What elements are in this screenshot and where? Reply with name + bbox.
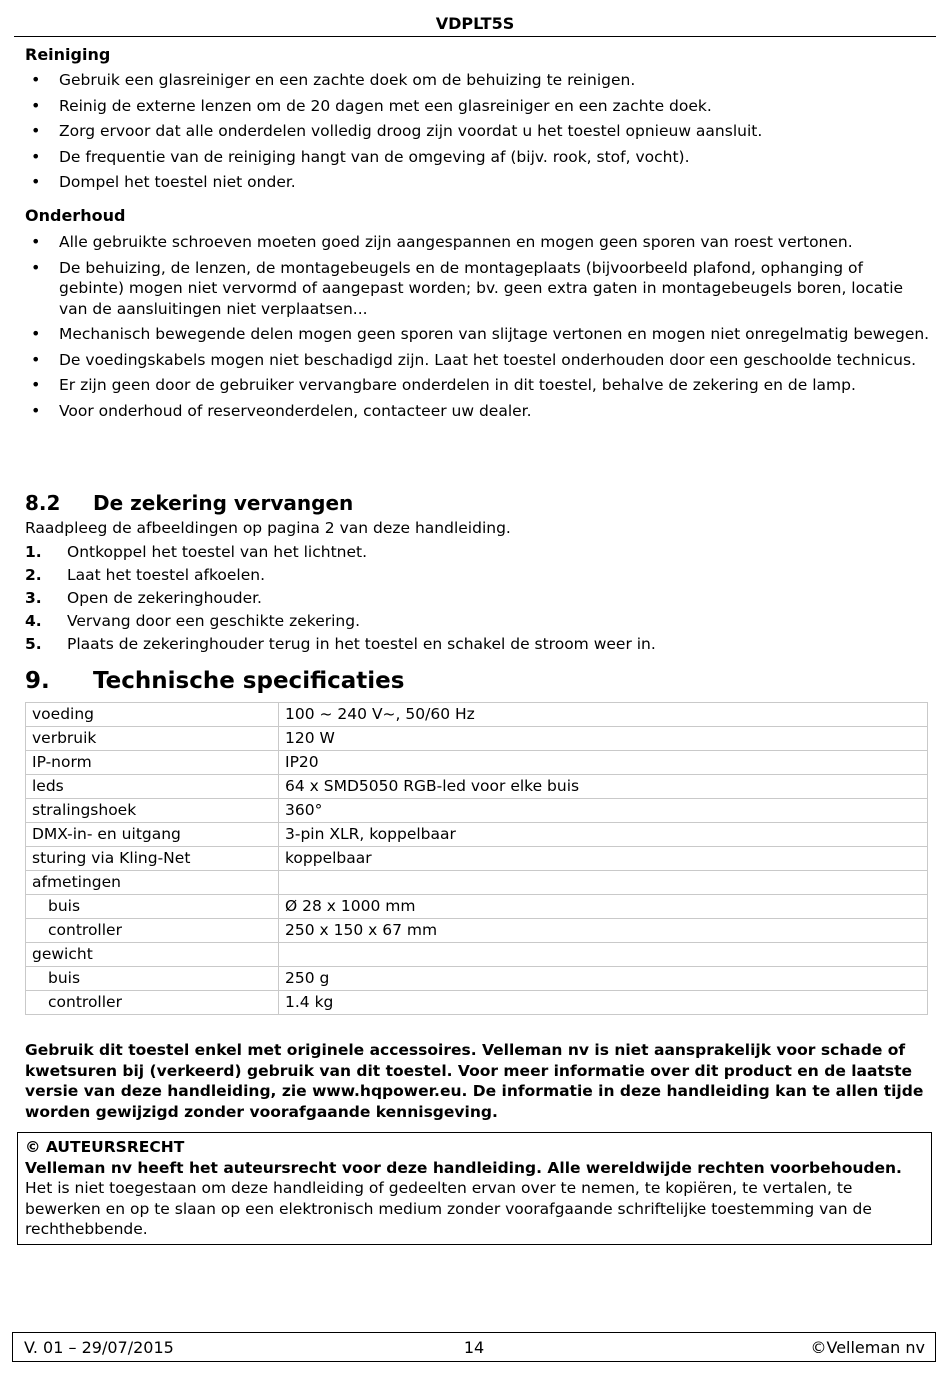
table-row <box>26 751 928 775</box>
step-text: Vervang door een geschikte zekering. <box>67 612 361 630</box>
spec-value: 250 x 150 x 67 mm <box>279 919 928 943</box>
table-row <box>26 967 928 991</box>
list-item: • Voor onderhoud of reserveonderdelen, contacteer uw dealer. <box>25 401 930 422</box>
table-row <box>26 799 928 823</box>
list-item <box>25 587 930 610</box>
copyright-bold-text: Velleman nv heeft het auteursrecht voor deze handleiding. Alle wereldwijde rechten voorbehouden. <box>25 1158 902 1177</box>
spec-value: 64 x SMD5050 RGB-led voor elke buis <box>279 775 928 799</box>
step-number: 3. <box>25 589 42 607</box>
section-title: Technische specificaties <box>93 668 405 694</box>
step-number: 5. <box>25 635 42 653</box>
spec-value: 3-pin XLR, koppelbaar <box>279 823 928 847</box>
cleaning-heading: Reiniging <box>25 45 111 64</box>
table-row <box>26 727 928 751</box>
list-item: • Er zijn geen door de gebruiker vervangbare onderdelen in dit toestel, behalve de zekering en de lamp. <box>25 375 930 396</box>
list-item: • De voedingskabels mogen niet beschadigd zijn. Laat het toestel onderhouden door een geschoolde technicus. <box>25 350 930 371</box>
maintenance-heading: Onderhoud <box>25 206 126 225</box>
copyright-body <box>25 1158 924 1240</box>
footer-version: V. 01 – 29/07/2015 <box>24 1338 174 1357</box>
list-item <box>25 633 930 656</box>
header-divider <box>14 36 936 37</box>
table-row <box>26 871 928 895</box>
steps-list <box>25 541 930 656</box>
spec-key: controller <box>26 919 279 943</box>
list-item <box>25 564 930 587</box>
copyright-title: © AUTEURSRECHT <box>25 1138 185 1156</box>
list-item: • Zorg ervoor dat alle onderdelen volledig droog zijn voordat u het toestel opnieuw aansluit. <box>25 121 930 142</box>
section-intro: Raadpleeg de afbeeldingen op pagina 2 van deze handleiding. <box>25 519 511 537</box>
table-row <box>26 775 928 799</box>
copyright-box <box>17 1132 932 1245</box>
spec-key: IP-norm <box>26 751 279 775</box>
spec-key: DMX-in- en uitgang <box>26 823 279 847</box>
list-item: • Gebruik een glasreiniger en een zachte doek om de behuizing te reinigen. <box>25 70 930 91</box>
specs-table <box>25 702 928 1015</box>
spec-value: 120 W <box>279 727 928 751</box>
spec-value <box>279 871 928 895</box>
list-item: • Mechanisch bewegende delen mogen geen sporen van slijtage vertonen en mogen niet onregelmatig bewegen. <box>25 324 930 345</box>
spec-value: IP20 <box>279 751 928 775</box>
spec-value: 360° <box>279 799 928 823</box>
spec-key: buis <box>26 895 279 919</box>
page-footer <box>12 1332 936 1362</box>
spec-value: Ø 28 x 1000 mm <box>279 895 928 919</box>
step-text: Open de zekeringhouder. <box>67 589 262 607</box>
list-item: • De frequentie van de reiniging hangt van de omgeving af (bijv. rook, stof, vocht). <box>25 147 930 168</box>
spec-value: 100 ~ 240 V~, 50/60 Hz <box>279 703 928 727</box>
spec-key: stralingshoek <box>26 799 279 823</box>
table-row <box>26 895 928 919</box>
spec-key: sturing via Kling-Net <box>26 847 279 871</box>
table-row <box>26 943 928 967</box>
section-title: De zekering vervangen <box>93 491 354 515</box>
step-number: 4. <box>25 612 42 630</box>
step-number: 1. <box>25 543 42 561</box>
cleaning-list <box>25 70 930 198</box>
step-number: 2. <box>25 566 42 584</box>
spec-value: 1.4 kg <box>279 991 928 1015</box>
list-item: • Alle gebruikte schroeven moeten goed zijn aangespannen en mogen geen sporen van roest vertonen. <box>25 232 930 253</box>
list-item <box>25 610 930 633</box>
spec-key: voeding <box>26 703 279 727</box>
section-number: 8.2 <box>25 491 61 515</box>
maintenance-list <box>25 232 930 426</box>
list-item <box>25 541 930 564</box>
list-item: • Dompel het toestel niet onder. <box>25 172 930 193</box>
table-row <box>26 703 928 727</box>
copyright-text: Het is niet toegestaan om deze handleiding of gedeelten ervan over te nemen, te kopiëren, te vertalen, te bewerken en op te slaan op een elektronisch medium zonder voorafgaande schriftelijke toestemming van de rechthebbende. <box>25 1179 872 1238</box>
spec-key: controller <box>26 991 279 1015</box>
usage-notice: Gebruik dit toestel enkel met originele accessoires. Velleman nv is niet aansprakelijk voor schade of kwetsuren bij (verkeerd) gebruik van dit toestel. Voor meer informatie over dit product en de laatste versie van deze handleiding, zie www.hqpower.eu. De informatie in deze handleiding kan te allen tijde worden gewijzigd zonder voorafgaande kennisgeving. <box>25 1041 924 1121</box>
spec-key: verbruik <box>26 727 279 751</box>
section-number: 9. <box>25 668 50 694</box>
table-row <box>26 919 928 943</box>
table-row <box>26 847 928 871</box>
table-row <box>26 991 928 1015</box>
spec-key: gewicht <box>26 943 279 967</box>
page-number: 14 <box>463 1338 485 1357</box>
step-text: Ontkoppel het toestel van het lichtnet. <box>67 543 368 561</box>
spec-value: 250 g <box>279 967 928 991</box>
spec-value: koppelbaar <box>279 847 928 871</box>
spec-value <box>279 943 928 967</box>
table-row <box>26 823 928 847</box>
list-item: • Reinig de externe lenzen om de 20 dagen met een glasreiniger en een zachte doek. <box>25 96 930 117</box>
spec-key: afmetingen <box>26 871 279 895</box>
document-title: VDPLT5S <box>435 14 515 33</box>
spec-key: leds <box>26 775 279 799</box>
footer-company: ©Velleman nv <box>810 1338 925 1357</box>
step-text: Laat het toestel afkoelen. <box>67 566 266 584</box>
spec-key: buis <box>26 967 279 991</box>
list-item: • De behuizing, de lenzen, de montagebeugels en de montageplaats (bijvoorbeeld plafond, ophanging of gebinte) mogen niet vervormd of aangepast worden; bv. geen extra gaten in montagebeugels boren, locatie van de aansluitingen niet verplaatsen... <box>25 258 930 320</box>
step-text: Plaats de zekeringhouder terug in het toestel en schakel de stroom weer in. <box>67 635 656 653</box>
